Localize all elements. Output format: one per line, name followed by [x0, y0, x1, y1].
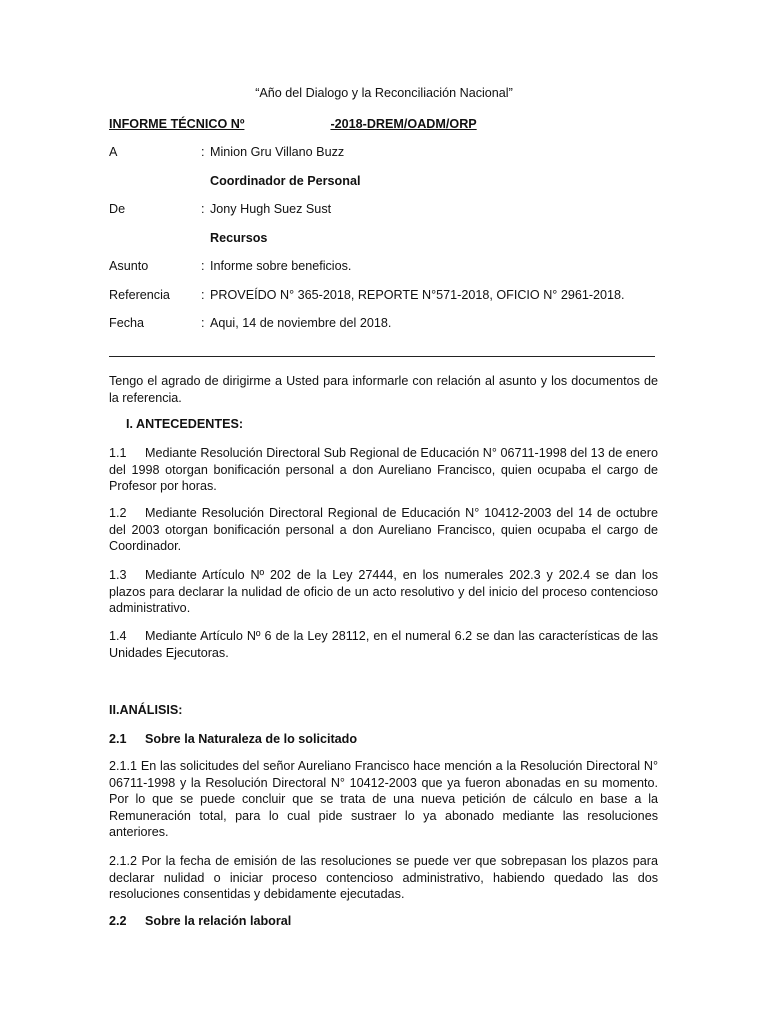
- subsection-number: 2.2: [109, 914, 127, 928]
- subsection-number: 2.1: [109, 732, 127, 746]
- to-label: A: [109, 145, 118, 159]
- to-name: Minion Gru Villano Buzz: [210, 145, 345, 159]
- header-divider: [109, 356, 655, 357]
- report-title-suffix: -2018-DREM/OADM/ORP: [330, 117, 477, 131]
- report-title: [109, 116, 477, 133]
- paragraph-text: Mediante Artículo Nº 6 de la Ley 28112, en el numeral 6.2 se dan las características de las Unidades Ejecutoras.: [109, 629, 658, 660]
- paragraph-2-1-1: 2.1.1 En las solicitudes del señor Aureliano Francisco hace mención a la Resolución Directoral N° 06711-1998 y la Resolución Directoral N° 10412-2003 que ya fueron abonadas en su momento. Por lo que se puede concluir que se trata de una nueva petición de cálculo en base a la Remuneración total, para lo cual pide sustraer lo ya abonado mediante las resoluciones anteriores.: [109, 759, 658, 839]
- subject-label: Asunto: [109, 259, 149, 273]
- reference-label: Referencia: [109, 288, 170, 302]
- subject-text: Informe sobre beneficios.: [210, 259, 352, 273]
- report-title-prefix: INFORME TÉCNICO Nº: [109, 117, 245, 131]
- section-2-heading: II.ANÁLISIS:: [109, 703, 183, 717]
- section-1-heading: I. ANTECEDENTES:: [126, 417, 244, 431]
- to-colon: :: [201, 145, 205, 159]
- year-motto: “Año del Dialogo y la Reconciliación Nacional”: [255, 86, 513, 100]
- intro-paragraph: Tengo el agrado de dirigirme a Usted para informarle con relación al asunto y los documentos de la referencia.: [109, 374, 658, 405]
- paragraph-1-2: [109, 505, 658, 555]
- to-role: Coordinador de Personal: [210, 174, 361, 188]
- paragraph-number: 1.3: [109, 568, 127, 582]
- subsection-2-2-heading: [109, 913, 291, 930]
- paragraph-text: Mediante Resolución Directoral Sub Regional de Educación N° 06711-1998 del 13 de enero del 1998 otorgan bonificación personal a don Aureliano Francisco, quien ocupaba el cargo de Profesor por horas.: [109, 446, 658, 493]
- paragraph-2-1-2: 2.1.2 Por la fecha de emisión de las resoluciones se puede ver que sobrepasan los plazos para declarar nulidad o iniciar proceso contencioso administrativo, habiendo quedado las dos resoluciones consentidas y debidamente ejecutadas.: [109, 854, 658, 901]
- paragraph-1-3: [109, 567, 658, 617]
- reference-colon: :: [201, 288, 205, 302]
- subsection-2-1-heading: [109, 731, 357, 748]
- from-name: Jony Hugh Suez Sust: [210, 202, 332, 216]
- from-colon: :: [201, 202, 205, 216]
- subject-colon: :: [201, 259, 205, 273]
- from-role: Recursos: [210, 231, 268, 245]
- subsection-title: Sobre la Naturaleza de lo solicitado: [145, 732, 358, 746]
- from-label: De: [109, 202, 126, 216]
- paragraph-number: 1.4: [109, 629, 127, 643]
- paragraph-text: Mediante Resolución Directoral Regional de Educación N° 10412-2003 del 14 de octubre del 2003 otorgan bonificación personal a don Aureliano Francisco, quien ocupaba el cargo de Coordinador.: [109, 506, 658, 553]
- paragraph-text: Mediante Artículo Nº 202 de la Ley 27444, en los numerales 202.3 y 202.4 se dan los plazos para declarar la nulidad de oficio de un acto resolutivo y del inicio del proceso contencioso administrativo.: [109, 568, 658, 615]
- subsection-title: Sobre la relación laboral: [145, 914, 292, 928]
- date-colon: :: [201, 316, 205, 330]
- paragraph-1-1: [109, 445, 658, 495]
- paragraph-1-4: [109, 628, 658, 661]
- reference-text: PROVEÍDO N° 365-2018, REPORTE N°571-2018, OFICIO N° 2961-2018.: [210, 288, 625, 302]
- paragraph-number: 1.2: [109, 506, 127, 520]
- date-label: Fecha: [109, 316, 145, 330]
- date-text: Aqui, 14 de noviembre del 2018.: [210, 316, 392, 330]
- paragraph-number: 1.1: [109, 446, 127, 460]
